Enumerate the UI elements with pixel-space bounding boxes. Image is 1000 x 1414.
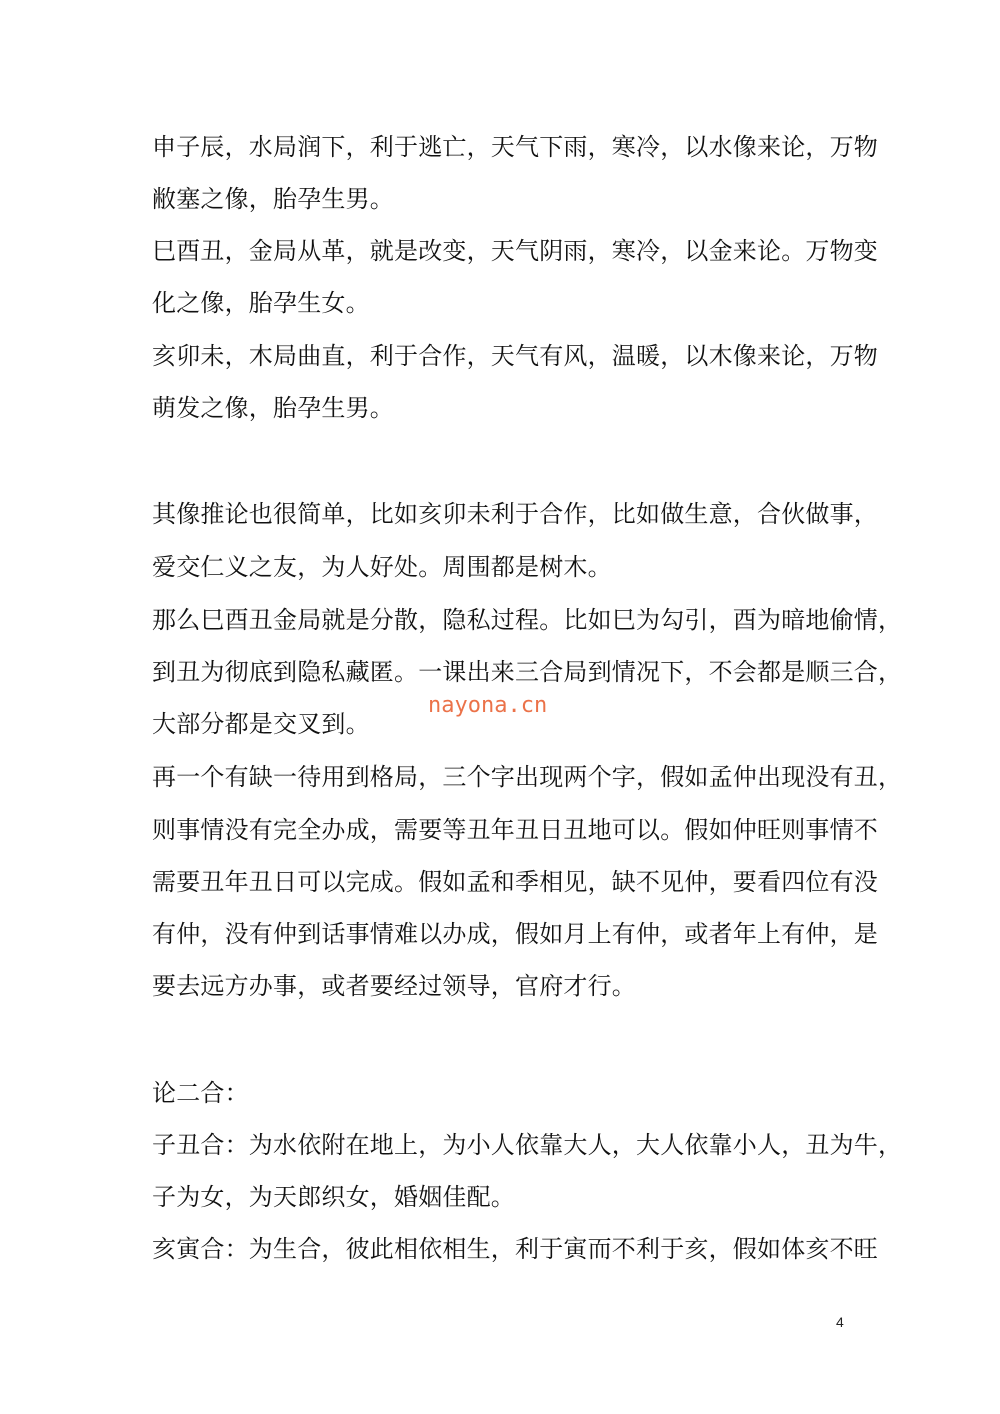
text-line: 要去远方办事，或者要经过领导，官府才行。 bbox=[152, 972, 636, 1000]
watermark: nayona.cn bbox=[428, 693, 548, 718]
text-line: 申子辰，水局润下，利于逃亡，天气下雨，寒冷，以水像来论，万物 bbox=[152, 133, 878, 161]
text-line: 子为女，为天郎织女，婚姻佳配。 bbox=[152, 1183, 515, 1211]
text-line: 需要丑年丑日可以完成。假如孟和季相见，缺不见仲，要看四位有没 bbox=[152, 868, 878, 896]
text-line: 巳酉丑，金局从革，就是改变，天气阴雨，寒冷，以金来论。万物变 bbox=[152, 237, 878, 265]
text-line: 亥卯未，木局曲直，利于合作，天气有风，温暖，以木像来论，万物 bbox=[152, 342, 878, 370]
text-line: 到丑为彻底到隐私藏匿。一课出来三合局到情况下，不会都是顺三合， bbox=[152, 658, 903, 686]
text-line: 化之像，胎孕生女。 bbox=[152, 289, 370, 317]
text-line: 那么巳酉丑金局就是分散，隐私过程。比如巳为勾引，酉为暗地偷情， bbox=[152, 606, 903, 634]
page-number: 4 bbox=[836, 1314, 844, 1330]
text-line: 大部分都是交叉到。 bbox=[152, 710, 370, 738]
text-line: 其像推论也很简单，比如亥卯未利于合作，比如做生意，合伙做事， bbox=[152, 500, 878, 528]
text-line: 有仲，没有仲到话事情难以办成，假如月上有仲，或者年上有仲，是 bbox=[152, 920, 878, 948]
text-line: 子丑合：为水依附在地上，为小人依靠大人，大人依靠小人，丑为牛， bbox=[152, 1131, 903, 1159]
text-line: 爱交仁义之友，为人好处。周围都是树木。 bbox=[152, 553, 612, 581]
text-line: 再一个有缺一待用到格局，三个字出现两个字，假如孟仲出现没有丑， bbox=[152, 763, 903, 791]
section-heading: 论二合： bbox=[152, 1079, 249, 1107]
text-line: 则事情没有完全办成，需要等丑年丑日丑地可以。假如仲旺则事情不 bbox=[152, 816, 878, 844]
text-line: 敝塞之像，胎孕生男。 bbox=[152, 185, 394, 213]
text-line: 萌发之像，胎孕生男。 bbox=[152, 394, 394, 422]
text-line: 亥寅合：为生合，彼此相依相生，利于寅而不利于亥，假如体亥不旺 bbox=[152, 1235, 878, 1263]
